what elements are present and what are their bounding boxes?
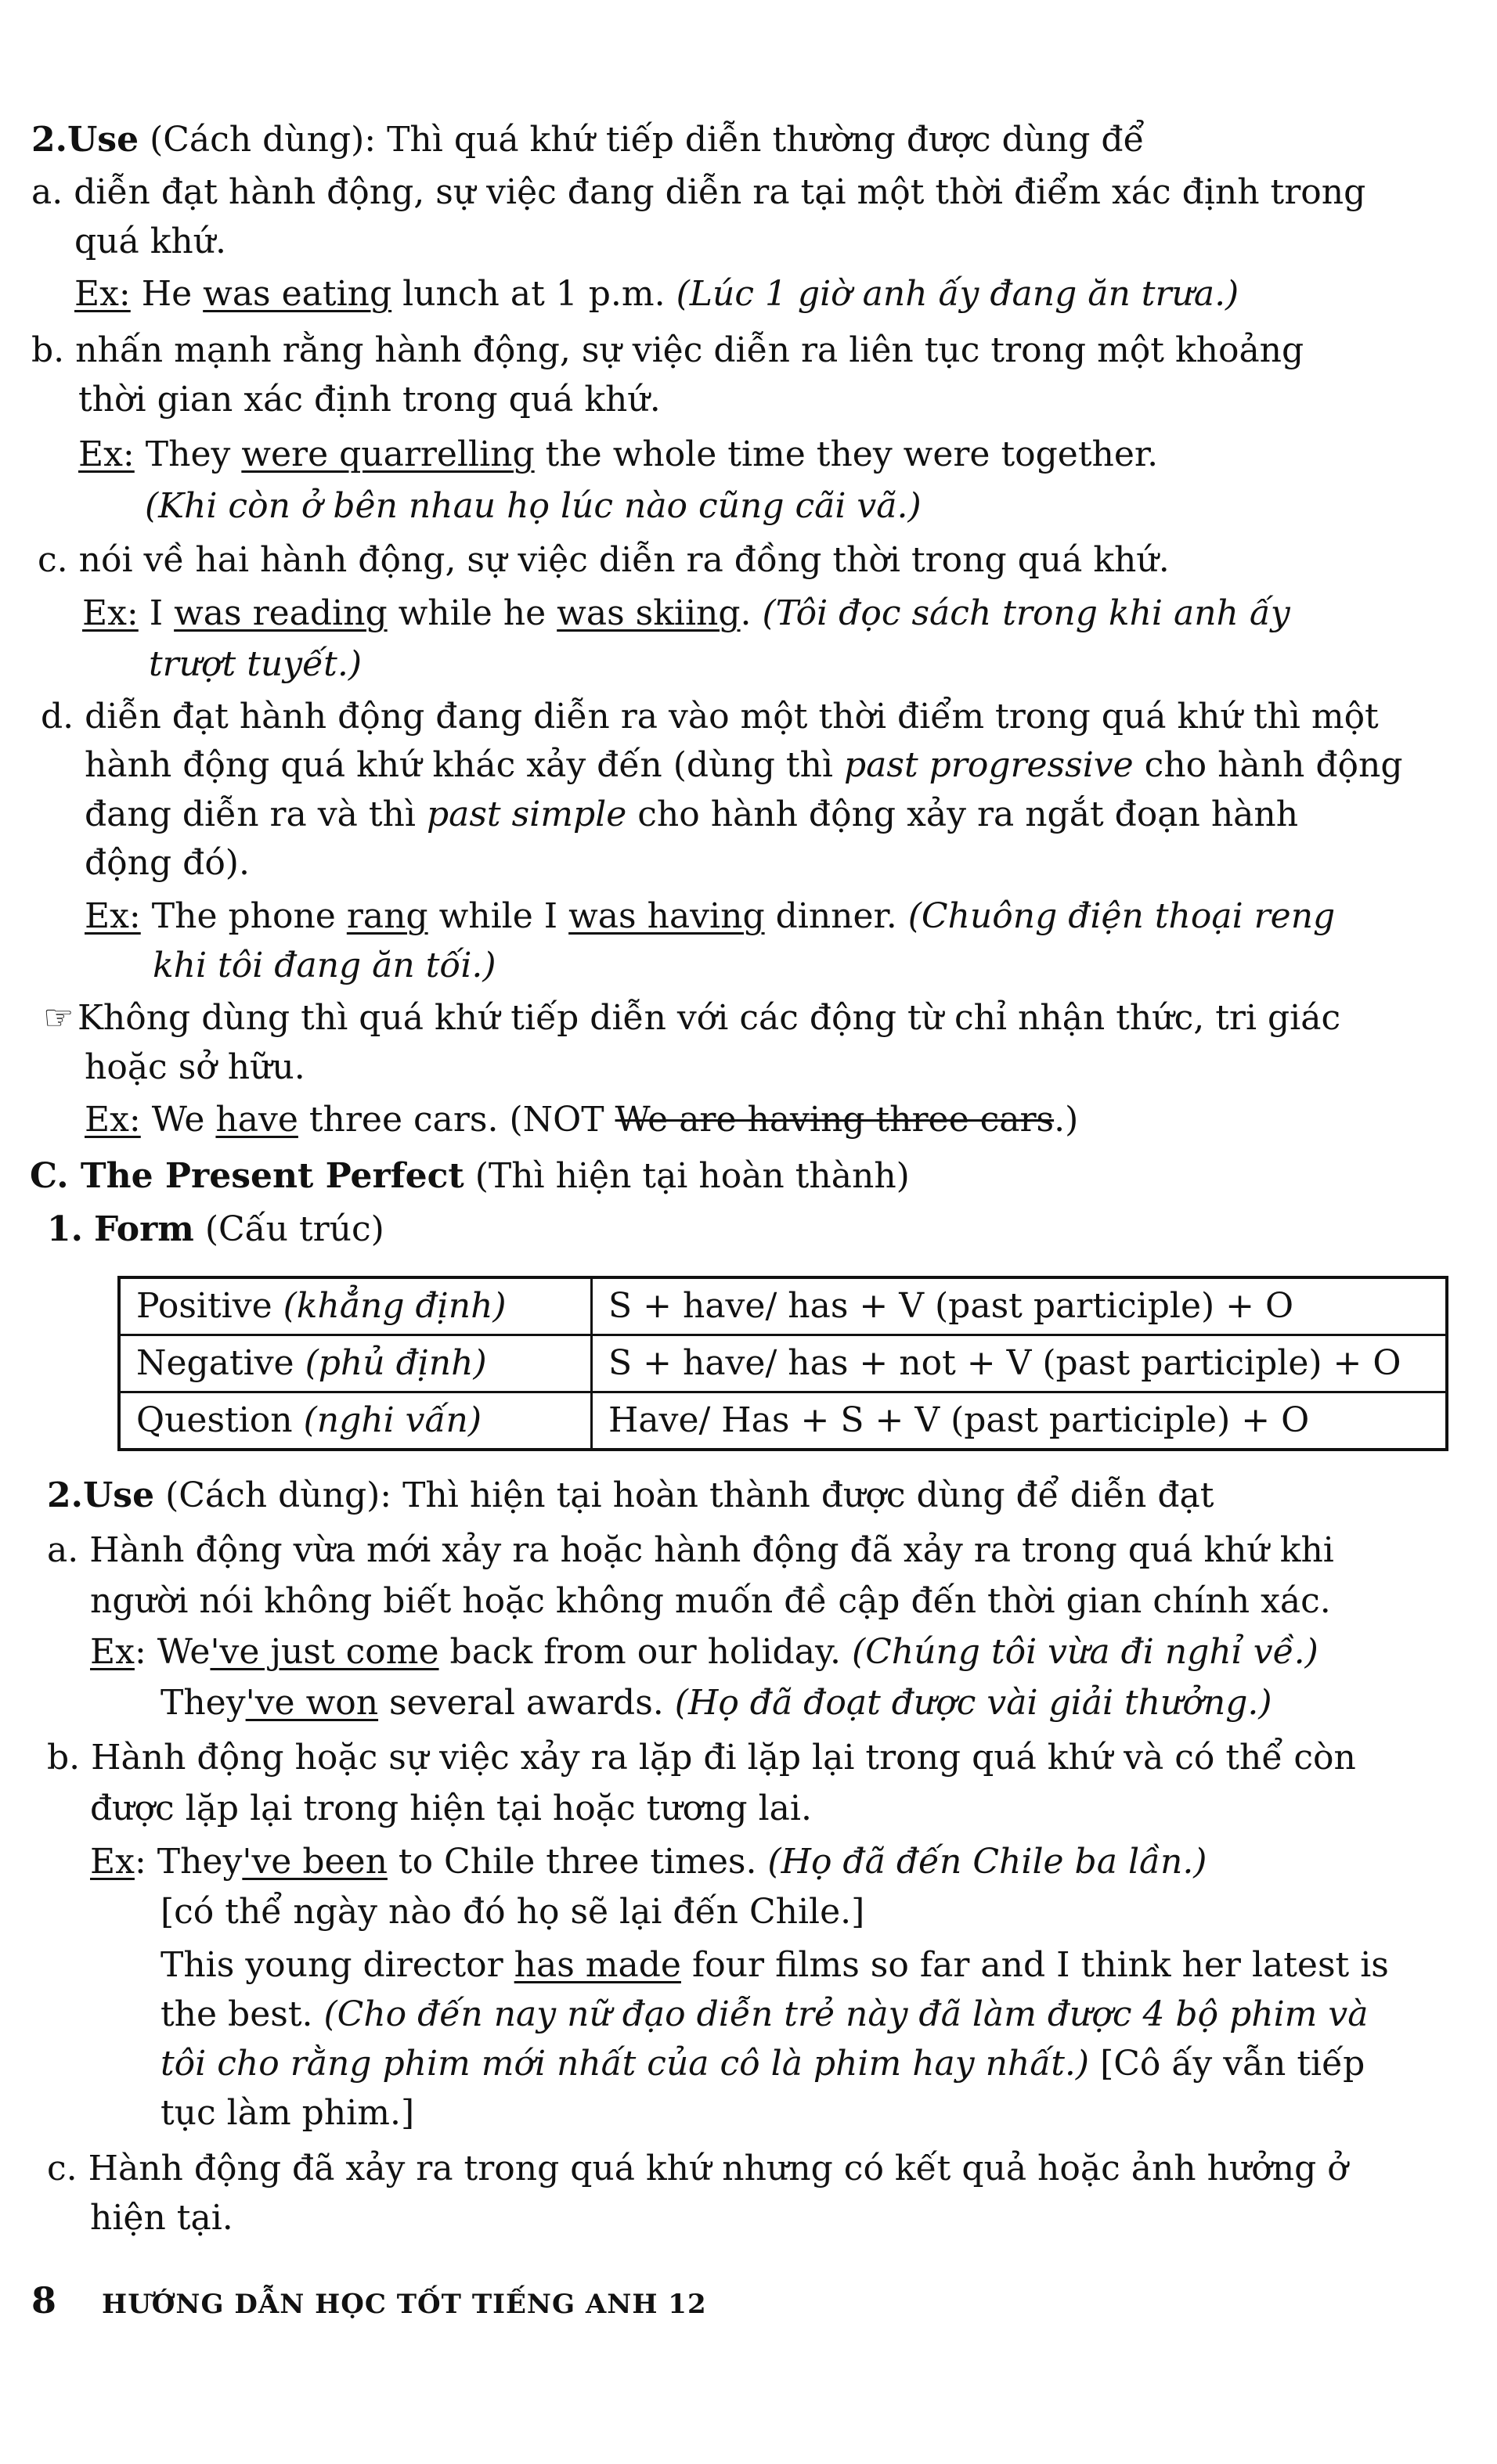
- pp-example-b2-line4: tục làm phim.]: [161, 2093, 415, 2133]
- example-c-cont: trượt tuyết.): [149, 644, 362, 684]
- pp-example-a2: They've won several awards. (Họ đã đoạt được vài giải thưởng.): [161, 1683, 1272, 1723]
- book-title: HƯỚNG DẪN HỌC TỐT TIẾNG ANH 12: [102, 2289, 707, 2320]
- table-row: [119, 1335, 1447, 1392]
- item-d-line2: hành động quá khứ khác xảy đến (dùng thì past progressive cho hành động: [85, 745, 1403, 785]
- pointing-hand-icon: ☞: [43, 998, 74, 1038]
- table-row: [119, 1392, 1447, 1450]
- item-d: d. diễn đạt hành động đang diễn ra vào một thời điểm trong quá khứ thì một: [41, 697, 1379, 737]
- example-note: Ex: We have three cars. (NOT We are having three cars.): [85, 1100, 1079, 1140]
- item-b-cont: thời gian xác định trong quá khứ.: [78, 380, 661, 420]
- pp-item-c: c. Hành động đã xảy ra trong quá khứ nhưng có kết quả hoặc ảnh hưởng ở: [47, 2149, 1348, 2188]
- item-a-cont: quá khứ.: [74, 222, 227, 261]
- pp-item-b-cont: được lặp lại trong hiện tại hoặc tương lai.: [90, 1789, 812, 1828]
- pp-item-c-cont: hiện tại.: [90, 2198, 233, 2238]
- pp-example-b2-line3: tôi cho rằng phim mới nhất của cô là phim hay nhất.) [Cô ấy vẫn tiếp: [161, 2044, 1365, 2084]
- pp-item-a-cont: người nói không biết hoặc không muốn đề cập đến thời gian chính xác.: [90, 1581, 1331, 1621]
- pp-item-a: a. Hành động vừa mới xảy ra hoặc hành động đã xảy ra trong quá khứ khi: [47, 1530, 1334, 1570]
- item-d-line3: đang diễn ra và thì past simple cho hành động xảy ra ngắt đoạn hành: [85, 794, 1299, 834]
- table-cell-formula: S + have/ has + V (past participle) + O: [592, 1277, 1448, 1335]
- section-c-heading: C. The Present Perfect (Thì hiện tại hoàn thành): [30, 1156, 910, 1196]
- table-cell-label: Positive (khẳng định): [119, 1277, 592, 1335]
- section-2-use-heading: 2.Use (Cách dùng): Thì quá khứ tiếp diễn thường được dùng để: [31, 120, 1145, 160]
- form-heading: 1. Form (Cấu trúc): [47, 1209, 384, 1249]
- table-cell-formula: S + have/ has + not + V (past participle) + O: [592, 1335, 1448, 1392]
- table-cell-label: Negative (phủ định): [119, 1335, 592, 1392]
- table-row: [119, 1277, 1447, 1335]
- item-a: a. diễn đạt hành động, sự việc đang diễn ra tại một thời điểm xác định trong: [31, 172, 1366, 212]
- item-d-line4: động đó).: [85, 843, 250, 883]
- item-b: b. nhấn mạnh rằng hành động, sự việc diễn ra liên tục trong một khoảng: [31, 330, 1304, 370]
- example-d-cont: khi tôi đang ăn tối.): [153, 946, 496, 985]
- item-c: c. nói về hai hành động, sự việc diễn ra đồng thời trong quá khứ.: [38, 540, 1170, 580]
- pp-example-a1: Ex: We've just come back from our holiday. (Chúng tôi vừa đi nghỉ về.): [90, 1632, 1318, 1672]
- table-cell-formula: Have/ Has + S + V (past participle) + O: [592, 1392, 1448, 1450]
- pp-item-b: b. Hành động hoặc sự việc xảy ra lặp đi lặp lại trong quá khứ và có thể còn: [47, 1738, 1356, 1778]
- page-number: 8: [31, 2279, 57, 2322]
- note: ☞ Không dùng thì quá khứ tiếp diễn với các động từ chỉ nhận thức, tri giác: [43, 994, 1474, 1043]
- form-table: [117, 1276, 1448, 1451]
- pp-example-b2: This young director has made four films so far and I think her latest is: [161, 1945, 1389, 1985]
- table-cell-label: Question (nghi vấn): [119, 1392, 592, 1450]
- example-a: Ex: He was eating lunch at 1 p.m. (Lúc 1 giờ anh ấy đang ăn trưa.): [74, 274, 1239, 314]
- pp-example-b1: Ex: They've been to Chile three times. (Họ đã đến Chile ba lần.): [90, 1842, 1207, 1882]
- example-d: Ex: The phone rang while I was having dinner. (Chuông điện thoại reng: [85, 896, 1336, 936]
- pp-example-b1-note: [có thể ngày nào đó họ sẽ lại đến Chile.]: [161, 1892, 865, 1932]
- note-cont: hoặc sở hữu.: [85, 1047, 305, 1087]
- example-b-translation: (Khi còn ở bên nhau họ lúc nào cũng cãi vã.): [145, 486, 922, 526]
- example-c: Ex: I was reading while he was skiing. (Tôi đọc sách trong khi anh ấy: [82, 593, 1290, 633]
- section-2-use-present-perfect: 2.Use (Cách dùng): Thì hiện tại hoàn thành được dùng để diễn đạt: [47, 1475, 1214, 1515]
- pp-example-b2-line2: the best. (Cho đến nay nữ đạo diễn trẻ này đã làm được 4 bộ phim và: [161, 1994, 1369, 2034]
- example-b: Ex: They were quarrelling the whole time they were together.: [78, 434, 1159, 474]
